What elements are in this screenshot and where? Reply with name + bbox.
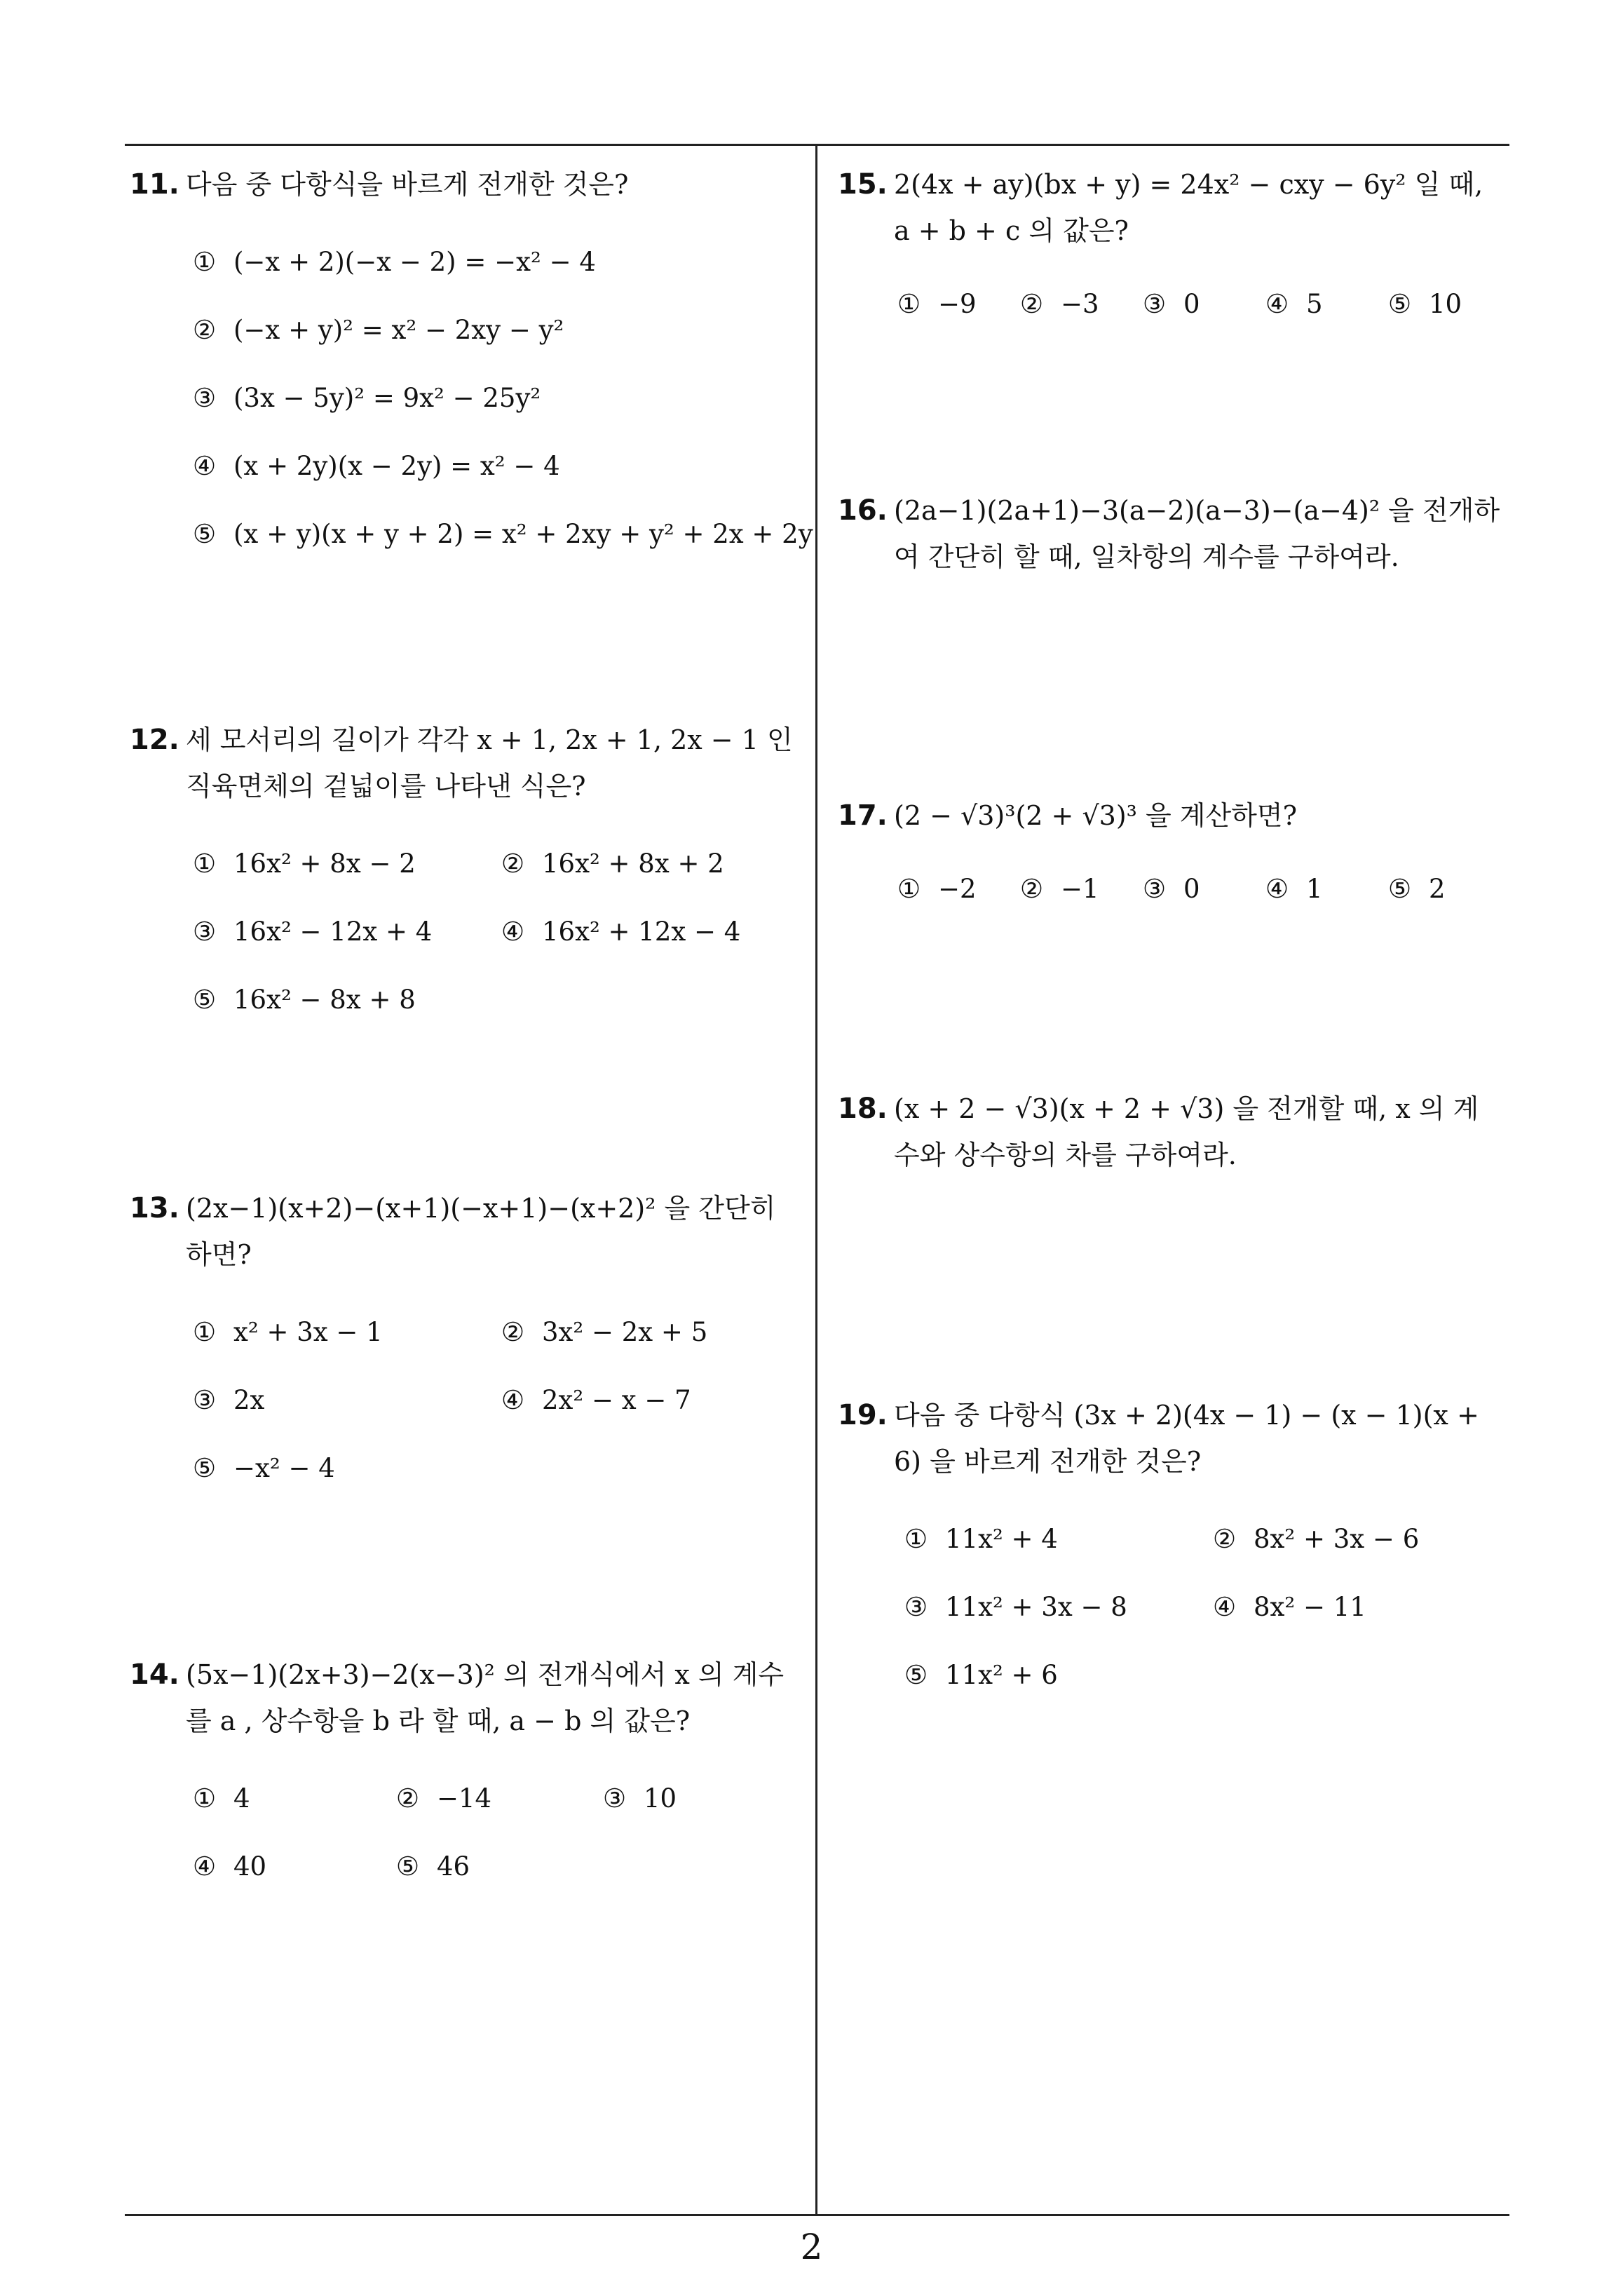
choice-number: ⑤ bbox=[193, 985, 217, 1015]
choice-text: −1 bbox=[1061, 874, 1099, 904]
choice-text: −3 bbox=[1061, 289, 1099, 319]
choice-number: ③ bbox=[904, 1592, 928, 1622]
choice-4[interactable] bbox=[1213, 1592, 1366, 1622]
choice-list bbox=[193, 1317, 799, 1485]
choice-text: (x + 2y)(x − 2y) = x² − 4 bbox=[233, 451, 560, 481]
choice-number: ② bbox=[1020, 289, 1044, 319]
choice-2[interactable] bbox=[1213, 1524, 1419, 1554]
choice-2[interactable] bbox=[501, 849, 724, 879]
question-17 bbox=[838, 792, 1504, 909]
choice-4[interactable] bbox=[501, 917, 740, 947]
question-15 bbox=[838, 161, 1504, 324]
choice-text: −14 bbox=[437, 1783, 492, 1814]
choice-number: ⑤ bbox=[193, 519, 217, 549]
question-number: 18. bbox=[838, 1093, 888, 1125]
choice-text: 16x² − 12x + 4 bbox=[233, 917, 433, 947]
question-number: 11. bbox=[130, 168, 179, 201]
question-text: 다음 중 다항식을 바르게 전개한 것은? bbox=[186, 169, 629, 200]
choice-number: ① bbox=[193, 849, 217, 879]
choice-number: ② bbox=[1213, 1524, 1237, 1554]
question-text: (2a−1)(2a+1)−3(a−2)(a−3)−(a−4)² 을 전개하여 간단히 할 때, 일차항의 계수를 구하여라. bbox=[894, 495, 1500, 572]
choice-number: ④ bbox=[193, 451, 217, 481]
question-14 bbox=[130, 1652, 799, 1882]
choice-number: ① bbox=[193, 1317, 217, 1347]
choice-1[interactable] bbox=[193, 1783, 250, 1814]
question-text: 2(4x + ay)(bx + y) = 24x² − cxy − 6y² 일 때, a + b + c 의 값은? bbox=[894, 169, 1483, 246]
choice-text: 16x² + 8x + 2 bbox=[542, 849, 724, 879]
choice-number: ③ bbox=[193, 1385, 217, 1415]
choice-list bbox=[193, 1783, 799, 1882]
question-16 bbox=[838, 487, 1504, 580]
choice-4[interactable] bbox=[193, 1851, 266, 1882]
question-13 bbox=[130, 1185, 799, 1485]
choice-1[interactable] bbox=[897, 874, 977, 904]
choice-text: 2 bbox=[1429, 874, 1446, 904]
choice-text: 0 bbox=[1183, 289, 1200, 319]
choice-text: x² + 3x − 1 bbox=[233, 1317, 383, 1347]
choice-number: ② bbox=[501, 1317, 525, 1347]
question-text: 세 모서리의 길이가 각각 x + 1, 2x + 1, 2x − 1 인 직육면체의 겉넓이를 나타낸 식은? bbox=[186, 724, 793, 802]
choice-number: ① bbox=[904, 1524, 928, 1554]
question-19 bbox=[838, 1392, 1504, 1692]
choice-text: 10 bbox=[1429, 289, 1462, 319]
choice-text: 1 bbox=[1306, 874, 1323, 904]
choice-text: 11x² + 6 bbox=[945, 1660, 1058, 1690]
question-number: 16. bbox=[838, 494, 888, 527]
choice-2[interactable] bbox=[501, 1317, 707, 1347]
choice-number: ④ bbox=[1265, 289, 1289, 319]
choice-text: 0 bbox=[1183, 874, 1200, 904]
choice-number: ② bbox=[501, 849, 525, 879]
choice-number: ② bbox=[193, 315, 217, 345]
choice-text: 16x² + 8x − 2 bbox=[233, 849, 416, 879]
choice-text: (−x + y)² = x² − 2xy − y² bbox=[233, 315, 564, 345]
question-number: 14. bbox=[130, 1659, 179, 1691]
choice-text: 16x² + 12x − 4 bbox=[542, 917, 741, 947]
question-number: 12. bbox=[130, 724, 179, 756]
choice-text: (x + y)(x + y + 2) = x² + 2xy + y² + 2x + 2y bbox=[233, 519, 813, 549]
choice-5[interactable] bbox=[1388, 289, 1462, 319]
choice-number: ④ bbox=[1213, 1592, 1237, 1622]
choice-2[interactable] bbox=[1020, 289, 1099, 319]
choice-1[interactable] bbox=[193, 849, 416, 879]
choice-4[interactable] bbox=[1265, 874, 1323, 904]
question-number: 15. bbox=[838, 168, 888, 201]
choice-text: −2 bbox=[938, 874, 977, 904]
page-number: 2 bbox=[800, 2227, 823, 2267]
choice-number: ③ bbox=[603, 1783, 627, 1814]
choice-text: (−x + 2)(−x − 2) = −x² − 4 bbox=[233, 247, 596, 277]
choice-1[interactable] bbox=[193, 1317, 383, 1347]
choice-text: (3x − 5y)² = 9x² − 25y² bbox=[233, 383, 541, 413]
choice-text: 16x² − 8x + 8 bbox=[233, 985, 416, 1015]
choice-1[interactable] bbox=[904, 1524, 1058, 1554]
choice-3[interactable] bbox=[193, 917, 432, 947]
choice-number: ① bbox=[897, 874, 921, 904]
choice-number: ① bbox=[897, 289, 921, 319]
choice-number: ④ bbox=[501, 1385, 525, 1415]
choice-number: ① bbox=[193, 1783, 217, 1814]
choice-4[interactable] bbox=[193, 451, 560, 481]
choice-2[interactable] bbox=[193, 315, 564, 345]
column-divider bbox=[815, 144, 817, 2216]
choice-text: 8x² + 3x − 6 bbox=[1254, 1524, 1420, 1554]
choice-number: ⑤ bbox=[1388, 874, 1412, 904]
choice-text: 8x² − 11 bbox=[1254, 1592, 1366, 1622]
choice-3[interactable] bbox=[193, 1385, 264, 1415]
choice-number: ④ bbox=[193, 1851, 217, 1882]
choice-5[interactable] bbox=[193, 519, 813, 549]
choice-text: −9 bbox=[938, 289, 977, 319]
choice-list bbox=[193, 247, 813, 549]
choice-5[interactable] bbox=[193, 1453, 335, 1483]
choice-text: 10 bbox=[644, 1783, 677, 1814]
choice-text: 2x² − x − 7 bbox=[542, 1385, 691, 1415]
choice-number: ⑤ bbox=[396, 1851, 420, 1882]
choice-5[interactable] bbox=[904, 1660, 1058, 1690]
choice-text: 40 bbox=[233, 1851, 267, 1882]
choice-number: ④ bbox=[1265, 874, 1289, 904]
choice-2[interactable] bbox=[396, 1783, 491, 1814]
question-18 bbox=[838, 1086, 1504, 1178]
question-11 bbox=[130, 161, 813, 549]
choice-list bbox=[904, 1524, 1504, 1692]
question-text: (2 − √3)³(2 + √3)³ 을 계산하면? bbox=[894, 800, 1297, 831]
choice-list bbox=[193, 849, 799, 1017]
choice-number: ④ bbox=[501, 917, 525, 947]
question-number: 13. bbox=[130, 1192, 179, 1224]
choice-number: ⑤ bbox=[1388, 289, 1412, 319]
choice-3[interactable] bbox=[603, 1783, 677, 1814]
choice-text: 2x bbox=[233, 1385, 265, 1415]
question-text: (2x−1)(x+2)−(x+1)(−x+1)−(x+2)² 을 간단히 하면? bbox=[186, 1193, 776, 1270]
choice-5[interactable] bbox=[193, 985, 416, 1015]
choice-3[interactable] bbox=[904, 1592, 1127, 1622]
choice-2[interactable] bbox=[1020, 874, 1099, 904]
question-number: 19. bbox=[838, 1399, 888, 1431]
choice-text: 11x² + 3x − 8 bbox=[945, 1592, 1127, 1622]
choice-5[interactable] bbox=[1388, 874, 1446, 904]
choice-number: ② bbox=[1020, 874, 1044, 904]
choice-4[interactable] bbox=[1265, 289, 1323, 319]
choice-text: 11x² + 4 bbox=[945, 1524, 1058, 1554]
question-text: 다음 중 다항식 (3x + 2)(4x − 1) − (x − 1)(x + 6) 을 바르게 전개한 것은? bbox=[894, 1400, 1479, 1477]
choice-number: ③ bbox=[193, 917, 217, 947]
choice-3[interactable] bbox=[1143, 874, 1200, 904]
choice-5[interactable] bbox=[396, 1851, 470, 1882]
choice-1[interactable] bbox=[897, 289, 977, 319]
choice-3[interactable] bbox=[1143, 289, 1200, 319]
choice-number: ⑤ bbox=[193, 1453, 217, 1483]
choice-text: 46 bbox=[437, 1851, 470, 1882]
bottom-rule bbox=[125, 2214, 1509, 2216]
choice-list bbox=[897, 874, 1504, 909]
choice-list bbox=[897, 289, 1504, 324]
choice-number: ③ bbox=[193, 383, 217, 413]
question-text: (5x−1)(2x+3)−2(x−3)² 의 전개식에서 x 의 계수를 a , 상수항을 b 라 할 때, a − b 의 값은? bbox=[186, 1659, 785, 1736]
choice-number: ⑤ bbox=[904, 1660, 928, 1690]
choice-1[interactable] bbox=[193, 247, 596, 277]
choice-number: ③ bbox=[1143, 874, 1167, 904]
choice-number: ① bbox=[193, 247, 217, 277]
choice-text: 5 bbox=[1306, 289, 1323, 319]
choice-4[interactable] bbox=[501, 1385, 691, 1415]
question-number: 17. bbox=[838, 799, 888, 832]
choice-number: ② bbox=[396, 1783, 420, 1814]
question-text: (x + 2 − √3)(x + 2 + √3) 을 전개할 때, x 의 계수와 상수항의 차를 구하여라. bbox=[894, 1093, 1479, 1170]
choice-3[interactable] bbox=[193, 383, 541, 413]
choice-text: −x² − 4 bbox=[233, 1453, 335, 1483]
choice-text: 4 bbox=[233, 1783, 250, 1814]
choice-text: 3x² − 2x + 5 bbox=[542, 1317, 708, 1347]
question-12 bbox=[130, 717, 799, 1017]
choice-number: ③ bbox=[1143, 289, 1167, 319]
